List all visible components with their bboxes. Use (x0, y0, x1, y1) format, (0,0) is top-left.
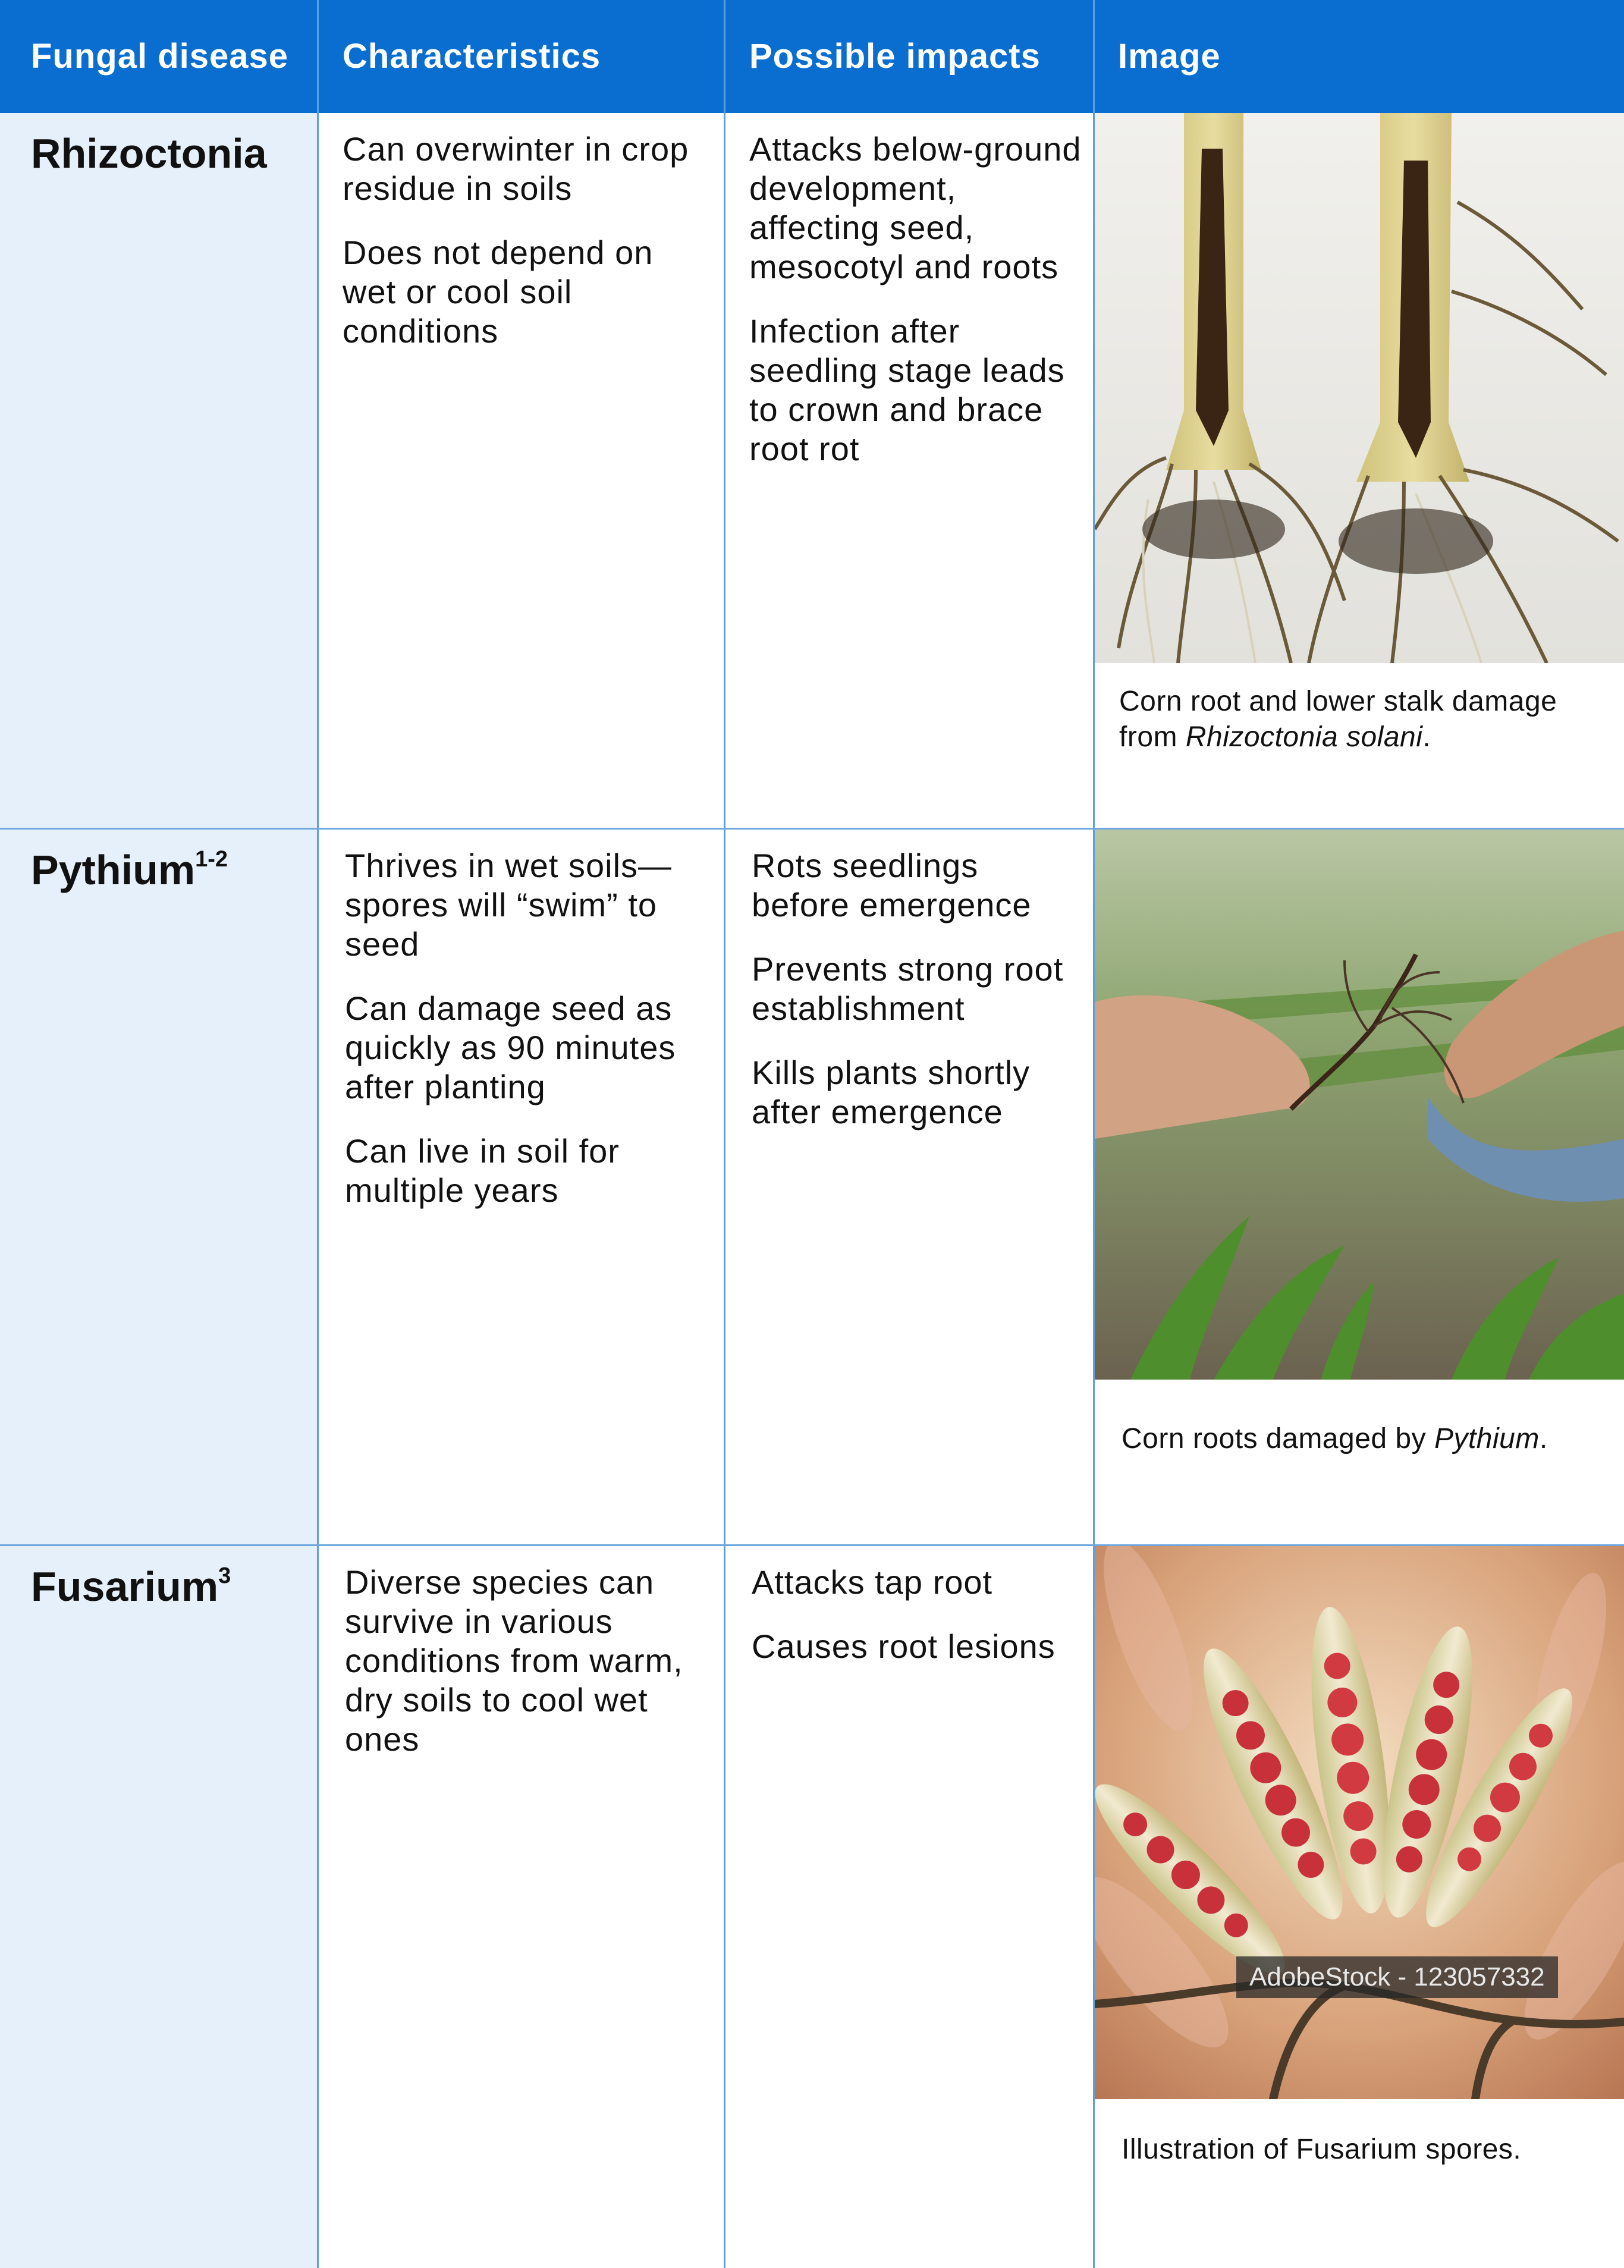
characteristics-cell (345, 1563, 708, 1784)
disease-cell (0, 830, 317, 1546)
column-divider (317, 113, 319, 830)
header-divider (724, 0, 725, 113)
characteristic-text: Can live in soil for multiple years (345, 1132, 620, 1209)
header-image: Image (1118, 37, 1221, 76)
characteristics-cell (343, 130, 705, 376)
table-row-rhizoctonia (0, 113, 1624, 830)
header-possible-impacts: Possible impacts (749, 37, 1041, 76)
characteristic-text: Does not depend on wet or cool soil conditions (343, 234, 654, 350)
image-caption: Corn roots damaged by Pythium. (1122, 1423, 1548, 1455)
impact-text: Rots seedlings before emergence (752, 847, 1032, 923)
characteristic-text: Thrives in wet soils—spores will “swim” to seed (345, 847, 673, 963)
table-row-fusarium (0, 1546, 1624, 2268)
impact-text: Attacks below-ground development, affecting seed, mesocotyl and roots (749, 130, 1082, 285)
table-row-pythium (0, 830, 1624, 1546)
image-caption: Illustration of Fusarium spores. (1122, 2134, 1522, 2165)
header-characteristics: Characteristics (343, 37, 601, 76)
header-divider (317, 0, 319, 113)
disease-cell (0, 1546, 317, 2268)
impacts-cell (752, 846, 1085, 1157)
impact-text: Causes root lesions (752, 1628, 1056, 1665)
column-divider (317, 830, 319, 1546)
disease-cell (0, 113, 317, 830)
column-divider (724, 113, 725, 830)
column-divider (1093, 1546, 1095, 2268)
column-divider (317, 1546, 319, 2268)
characteristic-text: Can overwinter in crop residue in soils (343, 130, 689, 207)
impacts-cell (752, 1563, 1085, 1691)
table-header (0, 0, 1624, 113)
header-fungal-disease: Fungal disease (31, 37, 289, 76)
fusarium-spores-illustration (1095, 1546, 1624, 2099)
characteristic-text: Can damage seed as quickly as 90 minutes after planting (345, 989, 676, 1105)
stock-watermark: AdobeStock - 123057332 (1236, 1956, 1558, 1998)
impacts-cell (749, 130, 1082, 494)
image-caption: Corn root and lower stalk damage from Rhizoctonia solani. (1119, 686, 1557, 753)
impact-text: Attacks tap root (752, 1563, 993, 1601)
column-divider (724, 830, 725, 1546)
characteristic-text: Diverse species can survive in various conditions from warm, dry soils to cool wet ones (345, 1563, 683, 1758)
disease-name: Fusarium$^3$ (31, 1563, 231, 1610)
impact-text: Kills plants shortly after emergence (752, 1054, 1031, 1130)
impact-text: Prevents strong root establishment (752, 950, 1064, 1027)
characteristics-cell (345, 846, 708, 1235)
rhizoctonia-root-photo (1095, 113, 1624, 663)
column-divider (1093, 113, 1095, 830)
impact-text: Infection after seedling stage leads to crown and brace root rot (749, 312, 1065, 467)
column-divider (1093, 830, 1095, 1546)
disease-name: Pythium$^{1-2}$ (31, 847, 228, 893)
pythium-hands-photo (1095, 830, 1624, 1380)
header-divider (1093, 0, 1095, 113)
column-divider (724, 1546, 725, 2268)
disease-name: Rhizoctonia (31, 130, 267, 177)
